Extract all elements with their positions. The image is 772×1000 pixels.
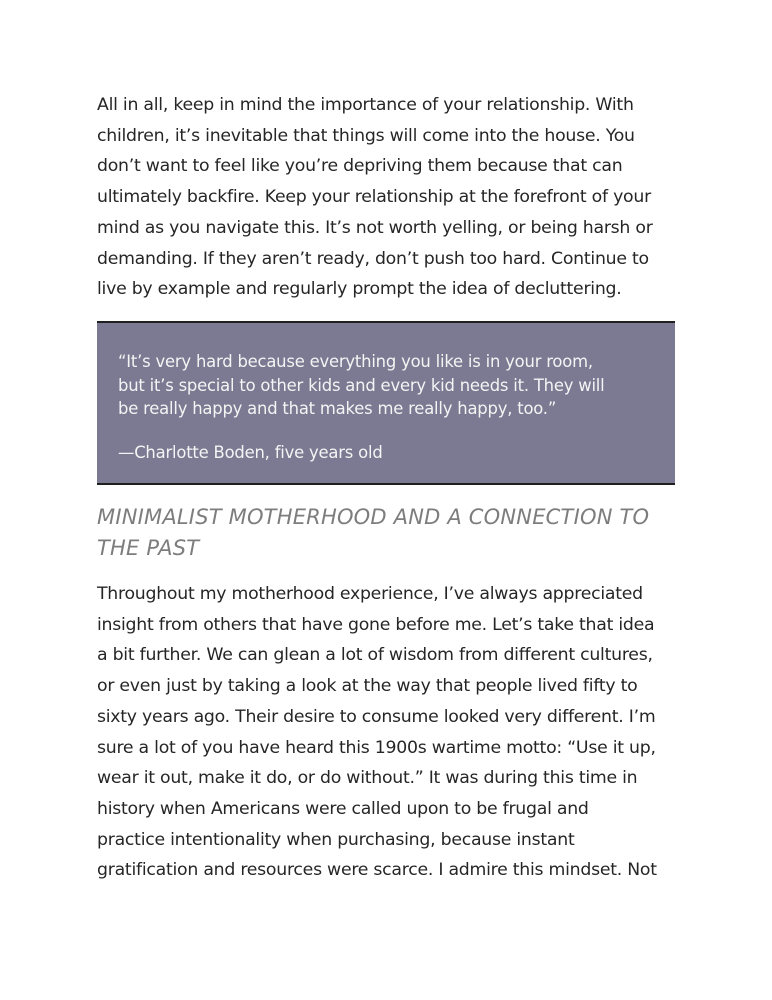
paragraph-line: practice intentionality when purchasing, because instant bbox=[97, 829, 575, 850]
heading-line: MINIMALIST MOTHERHOOD AND A CONNECTION TO bbox=[97, 505, 650, 529]
body-paragraph-past bbox=[97, 579, 677, 886]
heading-line: THE PAST bbox=[97, 536, 200, 560]
body-paragraph-relationship bbox=[97, 90, 677, 305]
paragraph-line: or even just by taking a look at the way that people lived fifty to bbox=[97, 676, 638, 697]
pull-quote-box bbox=[97, 321, 675, 485]
paragraph-line: live by example and regularly prompt the idea of decluttering. bbox=[97, 279, 622, 300]
paragraph-line: gratification and resources were scarce. I admire this mindset. Not bbox=[97, 860, 657, 881]
paragraph-line: a bit further. We can glean a lot of wisdom from different cultures, bbox=[97, 645, 653, 666]
paragraph-line: wear it out, make it do, or do without.” It was during this time in bbox=[97, 768, 638, 789]
section-heading bbox=[97, 502, 677, 564]
paragraph-line: don’t want to feel like you’re depriving them because that can bbox=[97, 156, 623, 177]
pull-quote-text bbox=[118, 350, 658, 421]
paragraph-line: insight from others that have gone before me. Let’s take that idea bbox=[97, 614, 655, 635]
quote-attribution: —Charlotte Boden, five years old bbox=[118, 443, 383, 462]
paragraph-line: Throughout my motherhood experience, I’ve always appreciated bbox=[97, 584, 643, 604]
paragraph-line: demanding. If they aren’t ready, don’t push too hard. Continue to bbox=[97, 248, 649, 269]
quote-line: but it’s special to other kids and every kid needs it. They will bbox=[118, 375, 605, 395]
quote-line: “It’s very hard because everything you like is in your room, bbox=[118, 352, 593, 371]
paragraph-line: ultimately backfire. Keep your relationship at the forefront of your bbox=[97, 187, 651, 208]
paragraph-line: mind as you navigate this. It’s not worth yelling, or being harsh or bbox=[97, 217, 653, 238]
paragraph-line: children, it’s inevitable that things will come into the house. You bbox=[97, 125, 635, 146]
paragraph-line: sure a lot of you have heard this 1900s wartime motto: “Use it up, bbox=[97, 737, 656, 758]
quote-line: be really happy and that makes me really happy, too.” bbox=[118, 399, 557, 418]
paragraph-line: sixty years ago. Their desire to consume looked very different. I’m bbox=[97, 706, 656, 727]
paragraph-line: All in all, keep in mind the importance of your relationship. With bbox=[97, 95, 634, 115]
paragraph-line: history when Americans were called upon to be frugal and bbox=[97, 798, 589, 819]
